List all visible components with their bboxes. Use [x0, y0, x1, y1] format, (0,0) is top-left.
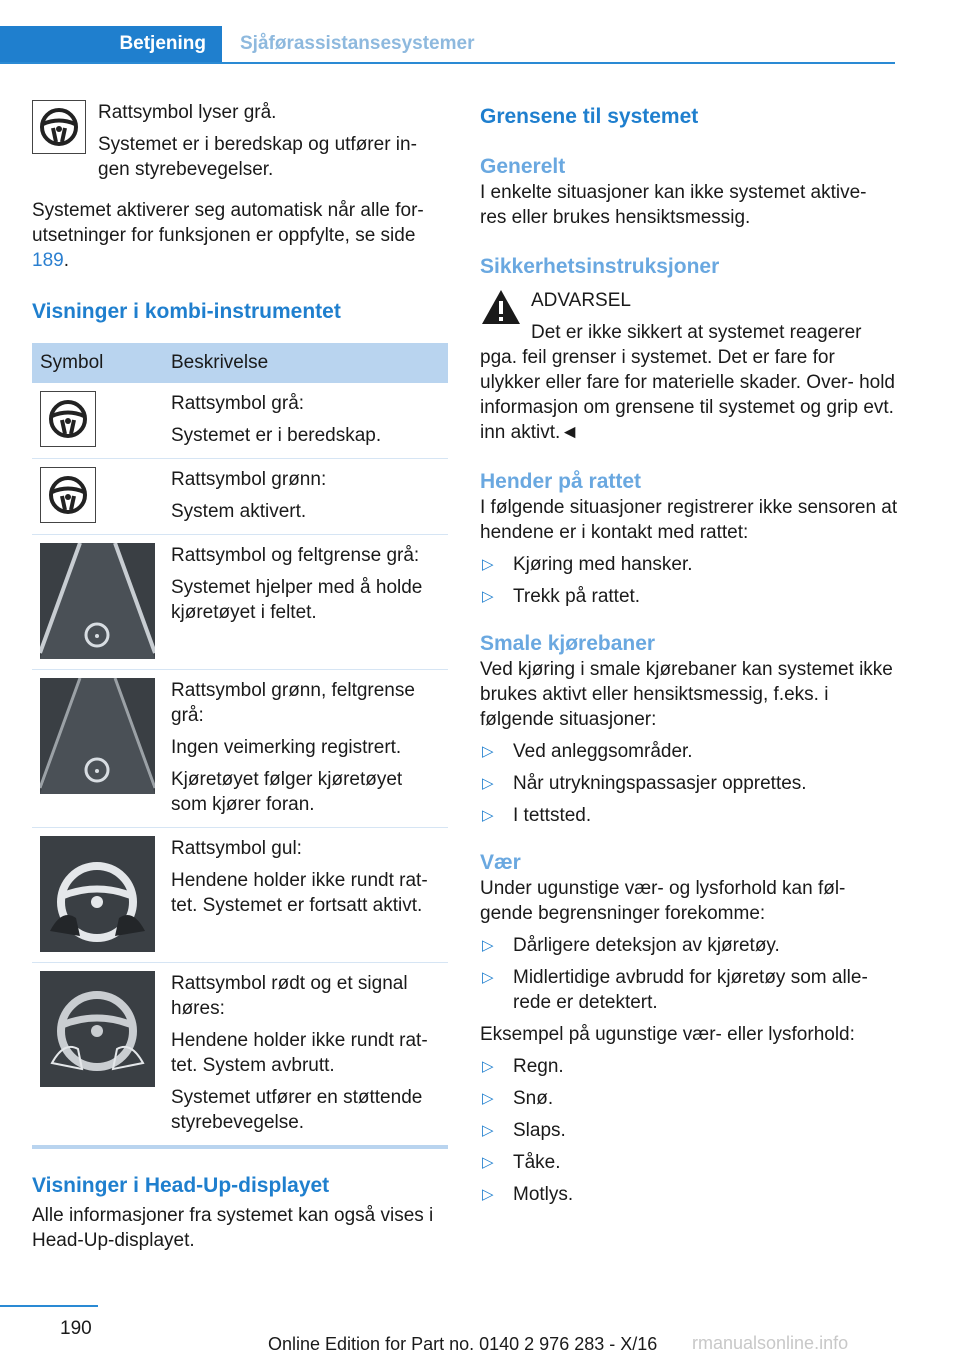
description-line: System aktivert.	[171, 501, 307, 522]
description-line: Rattsymbol og feltgrense grå:	[171, 545, 420, 566]
list-item: ▷ Når utrykningspassasjer opprettes.	[482, 773, 807, 794]
description-cell	[163, 383, 448, 459]
activation-end: .	[63, 250, 69, 271]
warning-title: ADVARSEL	[531, 290, 631, 311]
steering-wheel-grey-icon	[40, 391, 96, 447]
heading-hender: Hender på rattet	[480, 470, 642, 493]
edition-text: Online Edition for Part no. 0140 2 976 283 - X/16	[268, 1334, 658, 1354]
description-line: Hendene holder ikke rundt rat‐ tet. Systemet er fortsatt aktivt.	[171, 870, 428, 916]
bullet-triangle-icon: ▷	[482, 937, 494, 954]
description-cell	[163, 828, 448, 963]
description-line: Rattsymbol rødt og et signal høres:	[171, 973, 408, 1019]
warning-first-line: Det er ikke sikkert at systemet reagerer	[531, 322, 862, 343]
table-row	[32, 535, 448, 670]
bullet-triangle-icon: ▷	[482, 743, 494, 760]
bullet-triangle-icon: ▷	[482, 1122, 494, 1139]
header-tab-inactive-label: Sjåførassistansesystemer	[240, 33, 475, 54]
heading-vaer: Vær	[480, 851, 521, 874]
heading-sikkerhet: Sikkerhetsinstruksjoner	[480, 255, 720, 278]
table-header-row	[32, 343, 448, 383]
table-row	[32, 459, 448, 535]
bullet-triangle-icon: ▷	[482, 969, 494, 986]
list-item: ▷ I tettsted.	[482, 805, 592, 826]
description-line: Rattsymbol grå:	[171, 393, 305, 414]
symbol-cell	[32, 963, 163, 1148]
list-item: ▷ Motlys.	[482, 1184, 574, 1205]
heading-generelt: Generelt	[480, 155, 566, 178]
symbol-table	[32, 343, 448, 1149]
symbol-cell	[32, 828, 163, 963]
eksempel-text: Eksempel på ugunstige vær- eller lysforhold:	[480, 1024, 855, 1045]
list-item: ▷ Slaps.	[482, 1120, 566, 1141]
description-cell	[163, 535, 448, 670]
description-line: Systemet er i beredskap.	[171, 425, 382, 446]
list-item: ▷ Snø.	[482, 1088, 554, 1109]
description-cell	[163, 670, 448, 828]
description-line: Rattsymbol gul:	[171, 838, 302, 859]
description-line: Systemet hjelper med å holde kjøretøyet i feltet.	[171, 577, 423, 623]
vaer-list	[480, 933, 898, 1015]
page-number: 190	[60, 1318, 92, 1339]
right-column	[480, 100, 898, 1207]
hender-text: I følgende situasjoner registrerer ikke sensoren at hendene er i kontakt med rattet:	[480, 497, 898, 543]
list-item: ▷ Tåke.	[482, 1152, 561, 1173]
page-link[interactable]: 189	[32, 250, 64, 271]
generelt-text: I enkelte situasjoner kan ikke systemet aktive‐ res eller brukes hensiktsmessig.	[480, 182, 867, 228]
hands-off-red-image	[40, 971, 155, 1087]
symbol-cell	[32, 459, 163, 535]
header-tab-active-label: Betjening	[119, 33, 206, 54]
steering-wheel-icon	[32, 100, 86, 154]
bullet-triangle-icon: ▷	[482, 588, 494, 605]
table-row	[32, 828, 448, 963]
activation-text: Systemet aktiverer seg automatisk når alle for‐ utsetninger for funksjonen er oppfylte, se side	[32, 200, 424, 246]
page-header	[0, 26, 895, 64]
bullet-triangle-icon: ▷	[482, 556, 494, 573]
footer-rule	[0, 1305, 98, 1307]
list-item: ▷ Trekk på rattet.	[482, 586, 641, 607]
bullet-triangle-icon: ▷	[482, 1154, 494, 1171]
list-item: ▷ Dårligere deteksjon av kjøretøy.	[482, 935, 780, 956]
description-line: Systemet utfører en støttende styrebevegelse.	[171, 1087, 423, 1133]
vaer-text: Under ugunstige vær- og lysforhold kan føl‐ gende begrensninger forekomme:	[480, 878, 846, 924]
column-header-description: Beskrivelse	[163, 343, 448, 383]
watermark-text: rmanualsonline.info	[692, 1333, 849, 1353]
description-cell	[163, 963, 448, 1148]
lane-boundary-green-image	[40, 678, 155, 794]
column-header-symbol: Symbol	[32, 343, 163, 383]
smale-list	[480, 739, 898, 828]
warning-block	[480, 288, 898, 445]
bullet-triangle-icon: ▷	[482, 1090, 494, 1107]
description-line: Hendene holder ikke rundt rat‐ tet. System avbrutt.	[171, 1030, 428, 1076]
warning-text: pga. feil grenser i systemet. Det er fare for ulykker eller fare for materielle skader. Over‐ hold informasjon om grensene til systemet og grip evt. inn aktivt.◄	[480, 347, 895, 443]
list-item: ▷ Midlertidige avbrudd for kjøretøy som alle‐ rede er detektert.	[482, 967, 868, 1013]
hands-off-yellow-image	[40, 836, 155, 952]
symbol-cell	[32, 670, 163, 828]
intro-row	[32, 100, 448, 182]
list-item: ▷ Ved anleggsområder.	[482, 741, 693, 762]
table-row	[32, 963, 448, 1148]
activation-paragraph	[32, 198, 448, 273]
smale-text: Ved kjøring i smale kjørebaner kan systemet ikke brukes aktivt eller hensiktsmessig, f.eks. i følgende situasjoner:	[480, 659, 893, 730]
header-tab-active	[0, 26, 222, 62]
warning-triangle-icon	[480, 288, 522, 326]
heading-hud: Visninger i Head-Up-displayet	[32, 1174, 330, 1197]
intro-line-1: Rattsymbol lyser grå.	[98, 102, 277, 123]
description-line: Ingen veimerking registrert.	[171, 737, 402, 758]
description-line: Kjøretøyet følger kjøretøyet som kjører foran.	[171, 769, 403, 815]
bullet-triangle-icon: ▷	[482, 1058, 494, 1075]
heading-smale: Smale kjørebaner	[480, 632, 656, 655]
steering-wheel-green-icon	[40, 467, 96, 523]
heading-kombi: Visninger i kombi-instrumentet	[32, 300, 341, 323]
hud-text: Alle informasjoner fra systemet kan også vises i Head-Up-displayet.	[32, 1205, 434, 1251]
intro-text	[98, 100, 448, 182]
heading-limits: Grensene til systemet	[480, 105, 699, 128]
hender-list	[480, 552, 898, 609]
description-line: Rattsymbol grønn, feltgrense grå:	[171, 680, 415, 726]
list-item: ▷ Kjøring med hansker.	[482, 554, 693, 575]
symbol-cell	[32, 535, 163, 670]
table-row	[32, 670, 448, 828]
symbol-cell	[32, 383, 163, 459]
intro-line-2: Systemet er i beredskap og utfører in‐ gen styrebevegelser.	[98, 134, 417, 180]
bullet-triangle-icon: ▷	[482, 775, 494, 792]
eksempel-list	[480, 1054, 898, 1207]
description-line: Rattsymbol grønn:	[171, 469, 327, 490]
list-item: ▷ Regn.	[482, 1056, 564, 1077]
bullet-triangle-icon: ▷	[482, 1186, 494, 1203]
description-cell	[163, 459, 448, 535]
lane-boundary-grey-image	[40, 543, 155, 659]
left-column	[32, 100, 448, 1253]
bullet-triangle-icon: ▷	[482, 807, 494, 824]
table-row	[32, 383, 448, 459]
